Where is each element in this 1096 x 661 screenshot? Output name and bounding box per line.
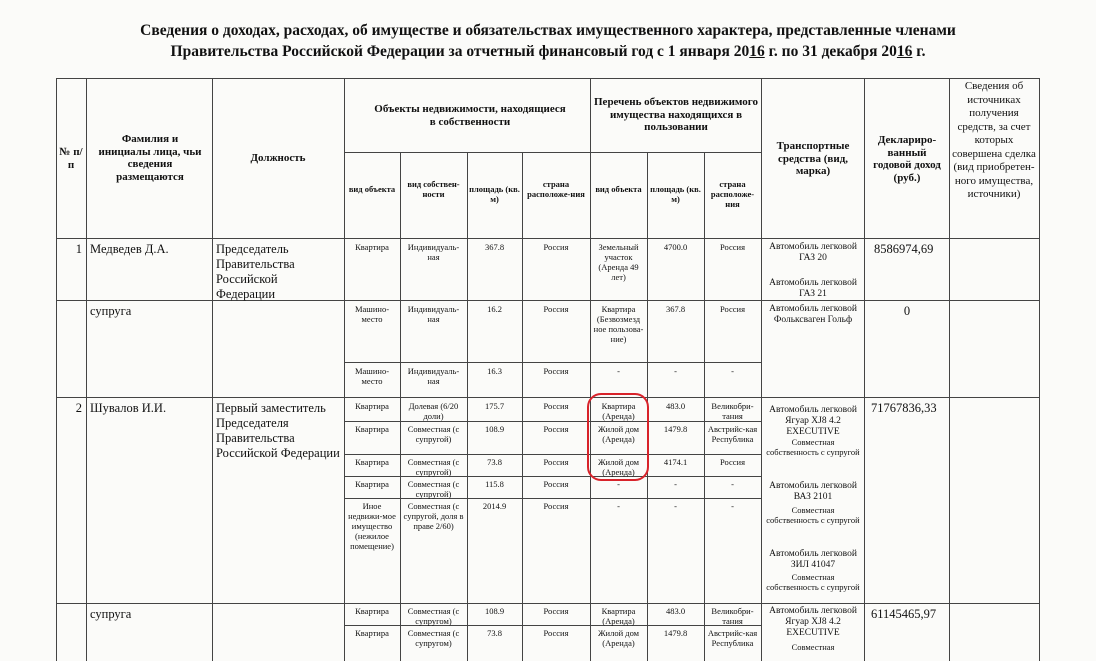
- used-country: Великобри-тания: [711, 606, 754, 626]
- grid-line: [56, 78, 57, 661]
- transport-item: Автомобиль легковой ГАЗ 20: [769, 242, 857, 263]
- empty-dash: -: [617, 501, 620, 511]
- grid-line: [56, 238, 1040, 239]
- header-number: № п/п: [59, 146, 83, 171]
- grid-line: [56, 397, 1040, 398]
- used-country: Россия: [720, 304, 745, 314]
- owned-type: Квартира: [355, 401, 389, 411]
- grid-line: [56, 78, 1040, 79]
- highlight-circle: [587, 393, 649, 481]
- owned-ownership: Индивидуаль-ная: [407, 366, 460, 386]
- used-type: Земельный участок (Аренда 49 лет): [598, 242, 639, 282]
- owned-type: Квартира: [355, 424, 389, 434]
- owned-area: 108.9: [484, 606, 505, 616]
- empty-dash: -: [617, 366, 620, 376]
- subheader-type-used: вид объекта: [595, 184, 642, 194]
- owned-ownership: Совместная (с супругом): [407, 628, 460, 648]
- used-area: 483.0: [665, 606, 686, 616]
- owned-type: Квартира: [355, 606, 389, 616]
- used-type: Квартира (Безвозмезд ное пользова-ние): [593, 304, 644, 344]
- person-name: Медведев Д.А.: [90, 242, 169, 256]
- owned-ownership: Индивидуаль-ная: [407, 242, 460, 262]
- owned-area: 73.8: [487, 457, 502, 467]
- title-line-2-c: г. по 31 декабря 20: [764, 43, 897, 60]
- owned-country: Россия: [543, 628, 569, 638]
- owned-country: Россия: [543, 479, 569, 489]
- declared-income: 8586974,69: [874, 242, 934, 256]
- used-type: Квартира (Аренда): [601, 606, 636, 626]
- row-number: 2: [75, 401, 82, 415]
- title-year-start: 16: [749, 43, 765, 60]
- owned-type: Квартира: [355, 479, 389, 489]
- owned-area: 16.3: [487, 366, 502, 376]
- owned-ownership: Совместная (с супругой): [407, 457, 460, 477]
- grid-line: [590, 78, 591, 661]
- used-area: 1479.8: [663, 424, 688, 434]
- declared-income: 61145465,97: [871, 607, 937, 621]
- owned-country: Россия: [543, 304, 569, 314]
- owned-area: 367.8: [484, 242, 505, 252]
- owned-area: 115.8: [485, 479, 504, 489]
- empty-dash: -: [731, 501, 734, 511]
- transport-item: Автомобиль легковой Фольксваген Гольф: [769, 304, 857, 325]
- person-position: Первый заместитель Председателя Правительства Российской Федерации: [216, 401, 340, 460]
- header-income: Деклариро-ванный годовой доход (руб.): [873, 134, 941, 184]
- title-line-1: Сведения о доходах, расходах, об имуществе и обязательствах имущественного характера, представленные членами: [140, 22, 956, 39]
- transport-item: Автомобиль легковой Ягуар XJ8 4.2 EXECUTIVE: [769, 405, 857, 437]
- title-line-2-a: Правительства Российской Федерации за отчетный финансовый год с 1 января 20: [170, 43, 750, 60]
- title-line-2-e: г.: [912, 43, 926, 60]
- owned-area: 16.2: [487, 304, 502, 314]
- header-owned: Объекты недвижимости, находящиеся в собственности: [374, 103, 566, 128]
- owned-ownership: Совместная (с супругой): [407, 479, 460, 499]
- owned-type: Иное недвижи-мое имущество (нежилое помещение): [348, 501, 396, 551]
- used-type: Квартира (Аренда): [601, 401, 636, 421]
- transport-ownership: Совместная: [791, 642, 835, 652]
- used-area: 4700.0: [663, 242, 688, 252]
- declared-income: 0: [903, 304, 911, 318]
- owned-country: Россия: [543, 242, 569, 252]
- subheader-country-used: страна расположе-ния: [710, 179, 755, 209]
- transport-item: Автомобиль легковой ВАЗ 2101: [769, 481, 857, 502]
- owned-area: 175.7: [484, 401, 505, 411]
- header-position: Должность: [250, 152, 306, 164]
- header-used: Перечень объектов недвижимого имущества находящихся в пользовании: [594, 96, 758, 134]
- grid-line: [864, 78, 865, 661]
- empty-dash: -: [674, 501, 677, 511]
- used-area: 1479.8: [663, 628, 688, 638]
- person-name: супруга: [90, 304, 132, 318]
- grid-line: [56, 603, 1040, 604]
- used-area: 367.8: [665, 304, 686, 314]
- person-name: супруга: [90, 607, 132, 621]
- grid-line: [1039, 78, 1040, 661]
- used-country: Россия: [720, 457, 745, 467]
- empty-dash: -: [674, 479, 677, 489]
- owned-ownership: Совместная (с супругой, доля в праве 2/60): [403, 501, 464, 531]
- owned-type: Квартира: [355, 628, 389, 638]
- owned-type: Машино-место: [354, 366, 390, 386]
- transport-item: Автомобиль легковой Ягуар XJ8 4.2 EXECUTIVE: [769, 606, 857, 638]
- used-area: 4174.1: [663, 457, 688, 467]
- owned-ownership: Совместная (с супругом): [407, 606, 460, 626]
- title-year-end: 16: [896, 43, 913, 60]
- owned-ownership: Совместная (с супругой): [407, 424, 460, 444]
- owned-country: Россия: [543, 501, 569, 511]
- header-name: Фамилия и инициалы лица, чьи сведения размещаются: [98, 133, 202, 183]
- used-type: Жилой дом (Аренда): [597, 628, 640, 648]
- used-type: Жилой дом (Аренда): [597, 457, 640, 477]
- empty-dash: -: [731, 366, 734, 376]
- grid-line: [761, 78, 762, 661]
- subheader-area-used: площадь (кв. м): [650, 184, 701, 204]
- used-country: Австрийс-кая Республика: [707, 628, 758, 648]
- header-transport: Транспортные средства (вид, марка): [776, 140, 850, 178]
- transport-ownership: Совместная собственность с супругой: [766, 572, 860, 592]
- person-name: Шувалов И.И.: [90, 401, 167, 415]
- grid-line: [522, 152, 523, 661]
- used-country: Великобри-тания: [711, 401, 754, 421]
- owned-country: Россия: [543, 457, 569, 467]
- subheader-type: вид объекта: [348, 184, 396, 194]
- grid-line: [344, 421, 762, 422]
- used-country: Австрийс-кая Республика: [707, 424, 758, 444]
- owned-type: Квартира: [355, 242, 389, 252]
- grid-line: [400, 152, 401, 661]
- grid-line: [212, 78, 213, 661]
- subheader-area: площадь (кв. м): [469, 184, 520, 204]
- grid-line: [86, 78, 87, 661]
- grid-line: [344, 152, 762, 153]
- transport-ownership: Совместная собственность с супругой: [766, 505, 860, 525]
- grid-line: [344, 362, 762, 363]
- empty-dash: -: [674, 366, 677, 376]
- used-area: 483.0: [665, 401, 686, 411]
- owned-area: 73.8: [487, 628, 502, 638]
- owned-country: Россия: [543, 366, 569, 376]
- grid-line: [56, 300, 1040, 301]
- owned-ownership: Индивидуаль-ная: [407, 304, 460, 324]
- used-type: Жилой дом (Аренда): [597, 424, 640, 444]
- document-title: [0, 20, 1096, 62]
- subheader-ownership: вид собствен-ности: [407, 179, 460, 199]
- used-country: Россия: [720, 242, 745, 252]
- subheader-country: страна расположе-ния: [527, 179, 585, 199]
- grid-line: [949, 78, 950, 661]
- empty-dash: -: [617, 479, 620, 489]
- transport-item: Автомобиль легковой ГАЗ 21: [769, 278, 857, 299]
- owned-type: Машино-место: [354, 304, 390, 324]
- owned-type: Квартира: [355, 457, 389, 467]
- transport-ownership: Совместная собственность с супругой: [766, 437, 860, 457]
- owned-ownership: Долевая (6/20 доли): [408, 401, 459, 421]
- owned-country: Россия: [543, 401, 569, 411]
- row-number: 1: [75, 242, 82, 256]
- owned-country: Россия: [543, 424, 569, 434]
- owned-area: 2014.9: [482, 501, 507, 511]
- declared-income: 71767836,33: [871, 401, 937, 415]
- person-position: Председатель Правительства Российской Федерации: [216, 242, 295, 301]
- owned-area: 108.9: [484, 424, 505, 434]
- grid-line: [467, 152, 468, 661]
- title-line-2: [0, 41, 1096, 62]
- grid-line: [344, 454, 762, 455]
- transport-item: Автомобиль легковой ЗИЛ 41047: [769, 549, 857, 570]
- empty-dash: -: [731, 479, 734, 489]
- owned-country: Россия: [543, 606, 569, 616]
- grid-line: [344, 78, 345, 661]
- header-sources: Сведения об источниках получения средств, за счет которых совершена сделка (вид приобретен-ного имущества, источники): [952, 80, 1036, 200]
- grid-line: [704, 152, 705, 661]
